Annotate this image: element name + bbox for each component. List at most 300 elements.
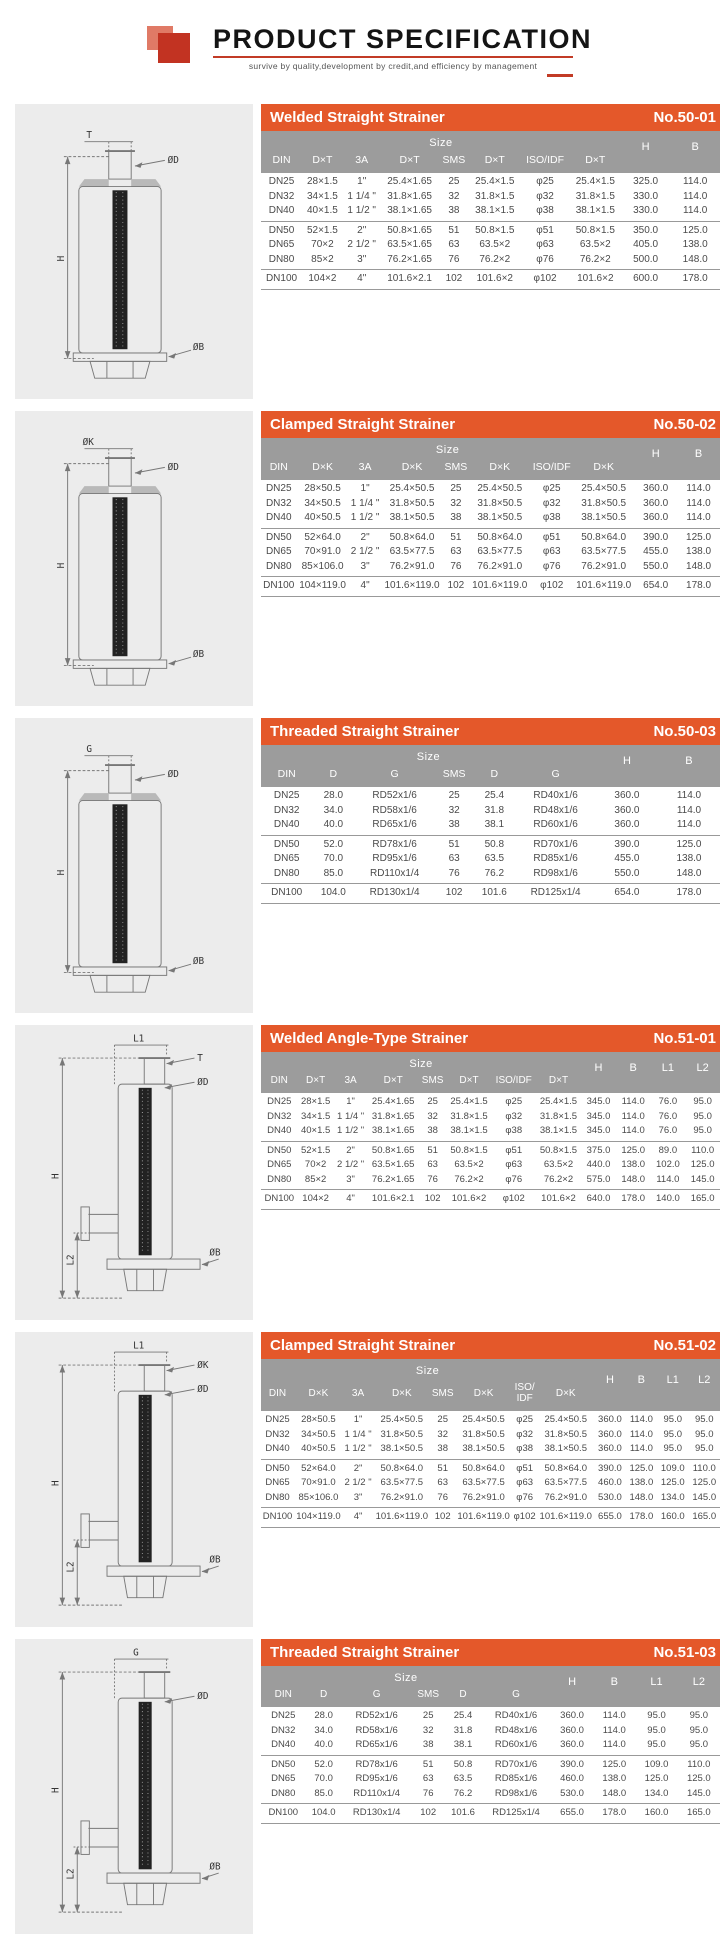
table-cell: 101.6×2 <box>469 270 520 290</box>
table-row <box>261 852 720 867</box>
table-cell: RD85x1/6 <box>533 853 578 864</box>
table-title: Welded Angle-Type Strainer <box>270 1030 469 1047</box>
table-cell: 101.6×119.0 <box>455 1508 512 1528</box>
table-row <box>261 1124 720 1141</box>
table-cell: 148.0 <box>676 867 702 879</box>
column-header: H <box>551 1666 593 1707</box>
table-cell: 600.0 <box>621 270 671 290</box>
table-cell: φ25 <box>536 176 554 187</box>
table-row <box>261 1411 720 1428</box>
dim-label-top: G <box>86 743 92 755</box>
table-cell: 38 <box>448 819 460 830</box>
table-cell: 102 <box>439 270 470 290</box>
table-cell: φ63 <box>516 1477 534 1488</box>
column-header: 3A <box>334 1072 368 1093</box>
column-header: DIN <box>261 1379 294 1411</box>
table-cell: 178.0 <box>670 270 720 290</box>
table-cell: 70.0 <box>323 853 344 864</box>
table-cell: φ63 <box>536 239 554 250</box>
table-cell: 104.0 <box>305 1804 341 1824</box>
table-cell: 178.0 <box>616 1190 651 1210</box>
spec-table-body <box>261 1707 720 1823</box>
table-cell: 38 <box>448 205 460 216</box>
size-group-header: Size <box>261 745 596 765</box>
table-cell: DN32 <box>265 1428 290 1440</box>
table-cell: 1 1/2 " <box>347 205 376 216</box>
table-cell: 138.0 <box>602 1773 627 1784</box>
table-cell: 654.0 <box>596 884 658 904</box>
dim-label-diameter-d: ØD <box>197 1077 209 1089</box>
table-cell: 32 <box>448 190 460 202</box>
column-header: L1 <box>651 1052 686 1093</box>
table-cell: 40×50.5 <box>304 512 341 523</box>
table-cell: 50.8×1.5 <box>570 221 621 238</box>
table-cell: 114.0 <box>676 819 702 830</box>
table-cell: 52×64.0 <box>296 528 348 545</box>
column-header: D×K <box>294 1379 343 1411</box>
column-header: G <box>342 1686 412 1707</box>
table-row <box>261 1190 720 1210</box>
table-cell: 101.6×119.0 <box>537 1508 594 1528</box>
table-cell: φ32 <box>536 190 554 202</box>
table-cell: 345.0 <box>586 1096 611 1107</box>
column-header: D×T <box>469 151 520 173</box>
table-cell: 25.4×50.5 <box>462 1414 505 1425</box>
table-cell: 4" <box>343 270 381 290</box>
table-row <box>261 1787 720 1804</box>
strainer-drawing-straight <box>26 123 242 381</box>
table-cell: 28×1.5 <box>306 176 338 187</box>
table-cell: RD98x1/6 <box>533 867 578 879</box>
table-cell: 101.6×119.0 <box>573 577 634 597</box>
spec-table <box>261 1666 720 1824</box>
table-cell: 50.8 <box>445 1755 481 1772</box>
table-cell: 178.0 <box>677 577 720 597</box>
table-cell: 330.0 <box>633 190 659 202</box>
dim-label-diameter-b: ØB <box>209 1247 221 1259</box>
spec-table-head <box>261 1359 720 1411</box>
table-row <box>261 1724 720 1739</box>
section-no-50-02 <box>0 411 720 706</box>
table-cell: 25.4×1.65 <box>371 1096 415 1107</box>
column-header: B <box>670 131 720 173</box>
table-cell: 85.0 <box>323 867 344 879</box>
spec-table <box>261 1052 720 1210</box>
table-cell: 101.6×2.1 <box>381 270 439 290</box>
column-header: D×T <box>298 1072 334 1093</box>
table-cell: 34.0 <box>314 1724 333 1736</box>
table-cell: 360.0 <box>643 483 669 494</box>
table-cell: 102 <box>443 577 470 597</box>
table-cell: 31.8×1.5 <box>450 1110 488 1122</box>
table-cell: 70.0 <box>314 1773 333 1784</box>
table-cell: 102 <box>435 884 473 904</box>
table-cell: 654.0 <box>634 577 677 597</box>
table-cell: 63.5×2 <box>454 1159 484 1170</box>
table-cell: 38.1 <box>453 1739 473 1750</box>
table-cell: 101.6×2.1 <box>367 1190 418 1210</box>
table-panel <box>261 1639 720 1824</box>
table-cell: 95.0 <box>663 1428 683 1440</box>
dim-label-l2: L2 <box>65 1254 77 1266</box>
table-cell: φ32 <box>542 497 561 509</box>
table-cell: DN100 <box>261 1804 305 1824</box>
table-number: No.50-03 <box>653 723 716 740</box>
table-title: Clamped Straight Strainer <box>270 416 456 433</box>
table-cell: 34×50.5 <box>301 1428 336 1440</box>
table-cell: 160.0 <box>635 1804 677 1824</box>
table-cell: 3" <box>353 1491 363 1503</box>
table-cell: 63.5 <box>453 1773 473 1784</box>
table-row <box>261 221 720 238</box>
table-cell: RD78x1/6 <box>342 1755 412 1772</box>
column-header: SMS <box>412 1686 445 1707</box>
table-cell: 38 <box>437 1443 448 1454</box>
table-cell: 25 <box>422 1710 434 1721</box>
table-cell: 165.0 <box>688 1508 720 1528</box>
table-cell: 63.5×77.5 <box>380 1477 424 1488</box>
table-cell: 114.0 <box>621 1110 645 1122</box>
spec-table-body <box>261 1411 720 1527</box>
table-panel <box>261 411 720 597</box>
table-row <box>261 528 720 545</box>
dim-label-top: ØK <box>82 436 94 448</box>
table-cell: 38.1×1.5 <box>575 205 615 216</box>
column-header: SMS <box>419 1072 446 1093</box>
dim-label-diameter-d: ØD <box>167 768 179 780</box>
table-cell: 145.0 <box>686 1787 711 1799</box>
table-cell: 125.0 <box>626 1459 657 1476</box>
table-cell: DN32 <box>268 190 295 202</box>
column-header: D×K <box>455 1379 512 1411</box>
table-cell: RD130x1/4 <box>354 884 435 904</box>
dim-label-l2: L2 <box>65 1561 77 1573</box>
table-cell: 114.0 <box>621 1096 645 1107</box>
table-cell: 25.4×1.65 <box>387 176 432 187</box>
table-cell: φ102 <box>530 577 573 597</box>
table-cell: 76.2×91.0 <box>389 560 435 572</box>
table-cell: 640.0 <box>581 1190 616 1210</box>
drawing-box-straight-welded <box>15 104 253 399</box>
column-header: ISO/IDF <box>492 1072 536 1093</box>
table-cell: 31.8×50.5 <box>544 1428 587 1440</box>
table-cell: 63.5×1.65 <box>387 239 432 250</box>
table-cell: 575.0 <box>586 1173 611 1185</box>
size-group-header: Size <box>261 1359 594 1379</box>
table-cell: RD60x1/6 <box>533 819 578 830</box>
table-cell: 76 <box>448 867 460 879</box>
table-cell: φ102 <box>492 1190 536 1210</box>
table-cell: 34×1.5 <box>306 190 338 202</box>
table-cell: 52×1.5 <box>298 1141 334 1158</box>
table-cell: 138.0 <box>629 1477 654 1488</box>
table-cell: 25.4×50.5 <box>581 483 627 494</box>
table-cell: 325.0 <box>633 176 659 187</box>
table-row <box>261 1459 720 1476</box>
table-cell: 38.1×50.5 <box>477 512 523 523</box>
table-cell: 50.8×64.0 <box>573 528 634 545</box>
table-cell: 530.0 <box>598 1491 622 1503</box>
dim-label-diameter-b: ØB <box>209 1554 221 1566</box>
table-cell: 460.0 <box>598 1477 622 1488</box>
table-title-bar <box>261 104 720 131</box>
table-cell: 50.8 <box>473 835 515 852</box>
column-header: SMS <box>435 765 473 787</box>
table-cell: 76.0 <box>658 1125 678 1136</box>
table-cell: 101.6×119.0 <box>373 1508 430 1528</box>
spec-table-body <box>261 173 720 289</box>
column-header: D×T <box>381 151 439 173</box>
table-cell: 38.1×1.5 <box>450 1125 488 1136</box>
table-cell: 95.0 <box>689 1724 709 1736</box>
table-cell: 109.0 <box>657 1459 688 1476</box>
table-cell: 101.6×2 <box>536 1190 581 1210</box>
strainer-drawing-angle <box>27 1644 241 1929</box>
table-cell: RD85x1/6 <box>494 1773 538 1784</box>
table-cell: 63 <box>450 546 462 557</box>
table-cell: 1" <box>357 176 367 187</box>
table-row <box>261 577 720 597</box>
table-number: No.50-01 <box>653 109 716 126</box>
table-cell: 70×91.0 <box>304 546 341 557</box>
table-cell: 360.0 <box>643 497 669 509</box>
table-cell: 95.0 <box>693 1096 712 1107</box>
column-header: L1 <box>635 1666 677 1707</box>
table-cell: 101.6×2 <box>446 1190 491 1210</box>
column-header: 3A <box>343 151 381 173</box>
table-cell: 114.0 <box>621 1125 645 1136</box>
table-cell: 50.8×1.5 <box>446 1141 491 1158</box>
table-cell: 31.8×1.5 <box>475 190 515 202</box>
column-header: SMS <box>443 458 470 480</box>
table-cell: 2 1/2 " <box>344 1477 372 1488</box>
table-title-bar <box>261 1025 720 1052</box>
table-row <box>261 511 720 528</box>
table-row <box>261 497 720 512</box>
section-no-50-01 <box>0 104 720 399</box>
table-cell: 38.1×1.65 <box>387 205 432 216</box>
table-cell: 38.1 <box>484 819 505 830</box>
column-header: D×T <box>302 151 343 173</box>
table-cell: RD70x1/6 <box>515 835 596 852</box>
column-header: D×T <box>367 1072 418 1093</box>
table-cell: 52×1.5 <box>302 221 343 238</box>
table-row <box>261 238 720 253</box>
table-cell: 70×91.0 <box>301 1477 336 1488</box>
table-cell: 63.5×77.5 <box>389 546 435 557</box>
table-cell: 4" <box>343 1508 374 1528</box>
column-header: B <box>677 438 720 480</box>
table-cell: RD130x1/4 <box>342 1804 412 1824</box>
strainer-drawing-straight <box>26 737 242 995</box>
table-number: No.50-02 <box>653 416 716 433</box>
dim-label-l1: L1 <box>133 1340 145 1352</box>
table-cell: 360.0 <box>598 1428 622 1440</box>
table-cell: 138.0 <box>621 1159 646 1170</box>
table-cell: 25.4×50.5 <box>389 483 435 494</box>
table-cell: DN40 <box>268 205 295 216</box>
table-cell: 38.1×50.5 <box>581 512 627 523</box>
table-cell: 76 <box>427 1173 438 1185</box>
table-cell: 3" <box>346 1173 355 1185</box>
table-cell: 104×119.0 <box>296 577 348 597</box>
table-cell: 38 <box>422 1739 434 1750</box>
table-cell: 360.0 <box>598 1443 622 1454</box>
column-header: ISO/ IDF <box>512 1379 537 1411</box>
table-cell: 63 <box>427 1159 438 1170</box>
table-row <box>261 787 720 804</box>
table-cell: 2 1/2 " <box>337 1159 365 1170</box>
table-cell: 63.5×77.5 <box>477 546 523 557</box>
table-cell: 28×50.5 <box>301 1414 336 1425</box>
table-cell: DN50 <box>261 221 302 238</box>
table-cell: 114.0 <box>602 1710 626 1721</box>
table-cell: 95.0 <box>693 1110 712 1122</box>
table-cell: 125.0 <box>658 835 720 852</box>
table-cell: 390.0 <box>594 1459 625 1476</box>
table-cell: 63 <box>448 239 460 250</box>
table-cell: φ38 <box>542 512 561 523</box>
table-cell: 63 <box>437 1477 448 1488</box>
table-cell: φ102 <box>512 1508 537 1528</box>
spec-table-head <box>261 131 720 173</box>
table-cell: 51 <box>443 528 470 545</box>
table-cell: 51 <box>430 1459 455 1476</box>
table-title: Threaded Straight Strainer <box>270 1644 460 1661</box>
table-row <box>261 270 720 290</box>
table-cell: 32 <box>437 1428 448 1440</box>
table-cell: DN40 <box>265 512 292 523</box>
column-header: D×K <box>296 458 348 480</box>
table-cell: RD60x1/6 <box>494 1739 538 1750</box>
table-cell: φ63 <box>542 546 561 557</box>
table-row <box>261 1772 720 1787</box>
table-row <box>261 1158 720 1173</box>
table-cell: DN25 <box>265 1414 290 1425</box>
table-cell: RD48x1/6 <box>533 804 578 816</box>
table-cell: 550.0 <box>614 867 640 879</box>
spec-table-body <box>261 480 720 596</box>
table-cell: 655.0 <box>551 1804 593 1824</box>
table-cell: 125.0 <box>690 1159 715 1170</box>
table-cell: 4" <box>334 1190 368 1210</box>
table-cell: 101.6×2 <box>570 270 621 290</box>
table-row <box>261 1707 720 1724</box>
table-cell: 1" <box>353 1414 363 1425</box>
table-cell: 85×106.0 <box>298 1491 339 1503</box>
table-cell: 25.4×1.5 <box>539 1096 578 1107</box>
table-row <box>261 204 720 221</box>
table-cell: DN40 <box>273 819 300 830</box>
column-header: L2 <box>678 1666 720 1707</box>
column-header: G <box>354 765 435 787</box>
table-cell: 114.0 <box>629 1428 653 1440</box>
spec-table-head <box>261 1666 720 1707</box>
table-cell: 104.0 <box>312 884 354 904</box>
table-cell: 76 <box>437 1491 448 1503</box>
table-cell: 138.0 <box>686 546 712 557</box>
table-cell: 114.0 <box>676 804 702 816</box>
table-cell: 25 <box>450 483 462 494</box>
column-header: L2 <box>685 1052 720 1093</box>
table-cell: 76.2×2 <box>479 253 511 265</box>
table-row <box>261 1093 720 1110</box>
table-cell: 360.0 <box>614 790 640 801</box>
table-cell: 28×1.5 <box>300 1096 331 1107</box>
column-header: DIN <box>261 765 312 787</box>
table-cell: DN50 <box>261 1459 294 1476</box>
table-cell: 2" <box>343 221 381 238</box>
table-cell: φ51 <box>512 1459 537 1476</box>
table-cell: 63 <box>448 853 460 864</box>
column-header: D×T <box>570 151 621 173</box>
table-cell: 114.0 <box>629 1443 653 1454</box>
table-cell: 89.0 <box>651 1141 686 1158</box>
table-cell: 110.0 <box>685 1141 720 1158</box>
table-cell: 50.8×1.5 <box>536 1141 581 1158</box>
table-cell: 148.0 <box>682 253 708 265</box>
table-cell: 63.5×1.65 <box>371 1159 415 1170</box>
table-cell: 460.0 <box>560 1773 584 1784</box>
table-cell: 34×1.5 <box>300 1110 331 1122</box>
table-cell: 134.0 <box>644 1787 669 1799</box>
table-cell: φ76 <box>516 1491 534 1503</box>
table-cell: 110.0 <box>678 1755 720 1772</box>
table-cell: DN65 <box>268 239 295 250</box>
table-cell: 114.0 <box>683 190 708 202</box>
column-header: D×T <box>536 1072 581 1093</box>
table-cell: 63 <box>422 1773 434 1784</box>
table-cell: 148.0 <box>629 1491 654 1503</box>
table-cell: 1 1/2 " <box>350 512 380 523</box>
column-header: D×K <box>373 1379 430 1411</box>
dim-label-diameter-d: ØD <box>197 1691 209 1703</box>
table-cell: 25 <box>448 176 460 187</box>
table-cell: 76.2 <box>453 1787 473 1799</box>
table-cell: DN32 <box>271 1724 296 1736</box>
table-cell: RD95x1/6 <box>355 1773 398 1784</box>
dim-label-height: H <box>55 869 67 875</box>
table-cell: φ32 <box>505 1110 523 1122</box>
dim-label-diameter-b: ØB <box>209 1861 221 1873</box>
column-header: H <box>621 131 671 173</box>
table-row <box>261 1508 720 1528</box>
table-cell: DN50 <box>261 835 312 852</box>
column-header: SMS <box>439 151 470 173</box>
table-number: No.51-02 <box>653 1337 716 1354</box>
table-cell: 114.0 <box>686 512 711 523</box>
dim-label-height: H <box>50 1480 62 1487</box>
column-header: H <box>594 1359 625 1411</box>
table-cell: 52×64.0 <box>294 1459 343 1476</box>
table-cell: 31.8×1.5 <box>539 1110 578 1122</box>
table-cell: 350.0 <box>621 221 671 238</box>
table-cell: 95.0 <box>694 1428 714 1440</box>
table-cell: 440.0 <box>586 1159 611 1170</box>
logo-square-front <box>158 33 190 63</box>
table-cell: RD125x1/4 <box>481 1804 551 1824</box>
table-cell: 109.0 <box>635 1755 677 1772</box>
spec-table <box>261 1359 720 1528</box>
table-cell: 114.0 <box>686 483 711 494</box>
strainer-drawing-angle <box>27 1030 241 1315</box>
table-title: Threaded Straight Strainer <box>270 723 460 740</box>
table-row <box>261 867 720 884</box>
table-cell: 114.0 <box>656 1173 680 1185</box>
dim-label-diameter-b: ØB <box>192 341 205 353</box>
table-cell: 95.0 <box>647 1739 666 1750</box>
table-cell: 110.0 <box>688 1459 720 1476</box>
